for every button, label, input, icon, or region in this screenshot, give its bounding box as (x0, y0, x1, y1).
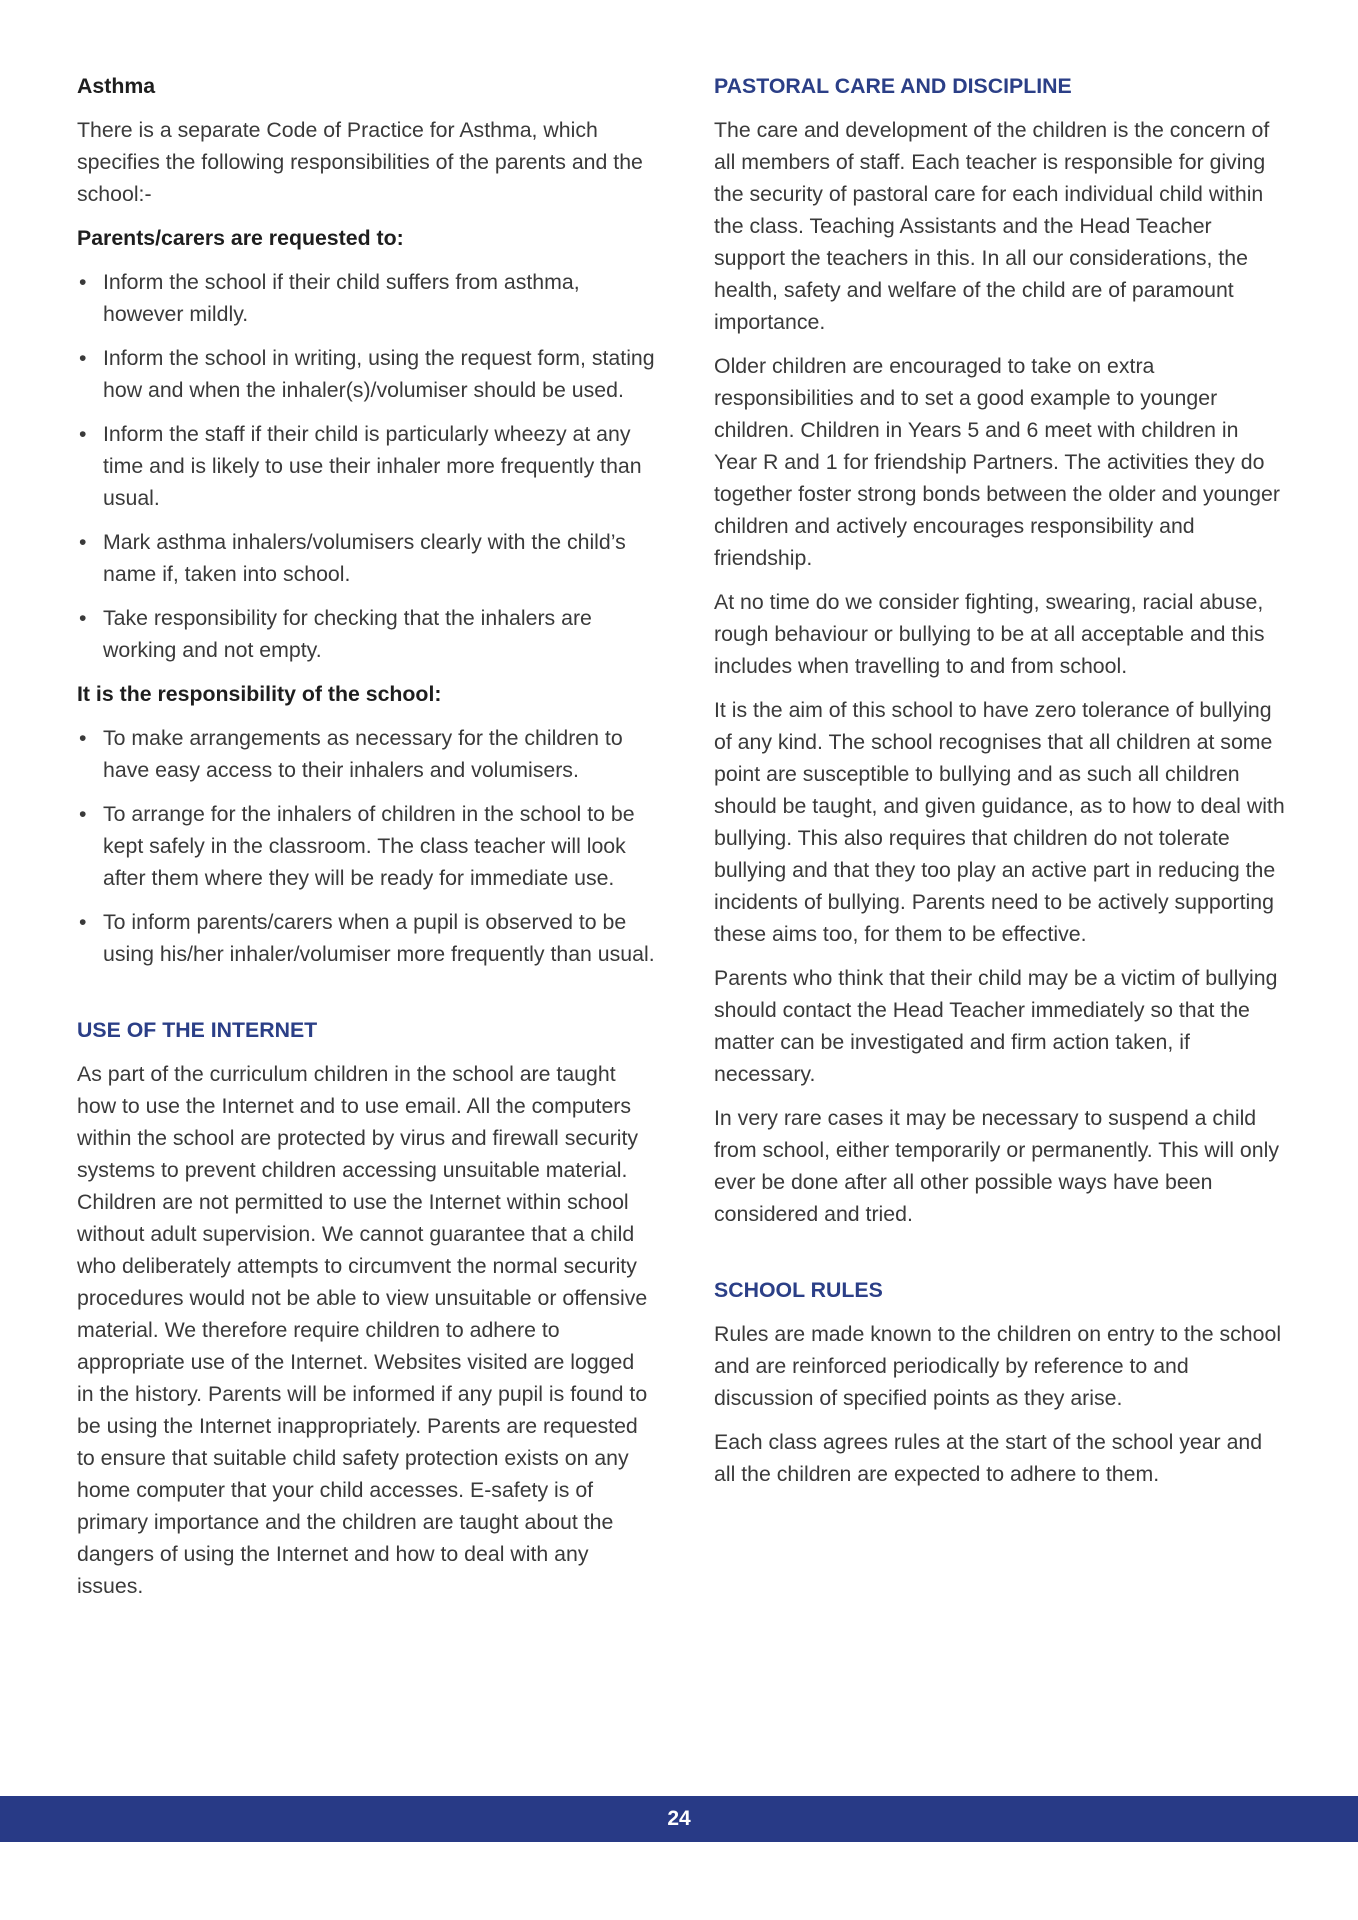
bullet-icon: • (79, 270, 87, 294)
list-item-text: Inform the school in writing, using the request form, stating how and when the inhaler(s)/volumiser should be used. (103, 346, 655, 402)
pastoral-paragraph: In very rare cases it may be necessary to suspend a child from school, either temporarily or permanently. This will only ever be done after all other possible ways have been considered and tried. (714, 1106, 1279, 1226)
pastoral-paragraph: It is the aim of this school to have zero tolerance of bullying of any kind. The school recognises that all children at some point are susceptible to bullying and as such all children should be taught, and given guidance, as to how to deal with bullying. This also requires that children do not tolerate bullying and that they too play an active part in reducing the incidents of bullying. Parents need to be actively supporting these aims too, for them to be effective. (714, 698, 1285, 946)
parents-list (77, 266, 655, 666)
list-item (77, 526, 655, 590)
asthma-intro: There is a separate Code of Practice for Asthma, which specifies the following responsibilities of the parents and the school:- (77, 118, 643, 206)
parents-heading: Parents/carers are requested to: (77, 226, 404, 250)
pastoral-paragraph: The care and development of the children is the concern of all members of staff. Each teacher is responsible for giving the security of pastoral care for each individual child within the class. Teaching Assistants and the Head Teacher support the teachers in this. In all our considerations, the health, safety and welfare of the child are of paramount importance. (714, 118, 1270, 334)
bullet-icon: • (79, 802, 87, 826)
pastoral-paragraph: At no time do we consider fighting, swearing, racial abuse, rough behaviour or bullying to be at all acceptable and this includes when travelling to and from school. (714, 590, 1265, 678)
list-item-text: To make arrangements as necessary for the children to have easy access to their inhalers and volumisers. (103, 726, 623, 782)
list-item-text: Take responsibility for checking that the inhalers are working and not empty. (103, 606, 592, 662)
list-item-text: Inform the staff if their child is particularly wheezy at any time and is likely to use their inhaler more frequently than usual. (103, 422, 642, 510)
list-item (77, 798, 655, 894)
asthma-heading: Asthma (77, 74, 156, 98)
school-rules-paragraph: Rules are made known to the children on entry to the school and are reinforced periodically by reference to and discussion of specified points as they arise. (714, 1322, 1282, 1410)
footer-bar (0, 1796, 1358, 1842)
left-column (77, 70, 655, 1614)
bullet-icon: • (79, 726, 87, 750)
list-item-text: To inform parents/carers when a pupil is observed to be using his/her inhaler/volumiser more frequently than usual. (103, 910, 655, 966)
list-item (77, 602, 655, 666)
list-item (77, 342, 655, 406)
internet-body: As part of the curriculum children in the school are taught how to use the Internet and to use email. All the computers within the school are protected by virus and firewall security systems to prevent children accessing unsuitable material. Children are not permitted to use the Internet within school without adult supervision. We cannot guarantee that a child who deliberately attempts to circumvent the normal security procedures would not be able to view unsuitable or offensive material. We therefore require children to adhere to appropriate use of the Internet. Websites visited are logged in the history. Parents will be informed if any pupil is found to be using the Internet inappropriately. Parents are requested to ensure that suitable child safety protection exists on any home computer that your child accesses. E-safety is of primary importance and the children are taught about the dangers of using the Internet and how to deal with any issues. (77, 1062, 648, 1598)
bullet-icon: • (79, 530, 87, 554)
list-item-text: Mark asthma inhalers/volumisers clearly with the child’s name if, taken into school. (103, 530, 626, 586)
school-responsibility-list (77, 722, 655, 970)
bullet-icon: • (79, 346, 87, 370)
list-item (77, 906, 655, 970)
bullet-icon: • (79, 422, 87, 446)
pastoral-paragraph: Older children are encouraged to take on extra responsibilities and to set a good example to younger children. Children in Years 5 and 6 meet with children in Year R and 1 for friendship Partners. The activities they do together foster strong bonds between the older and younger children and actively encourages responsibility and friendship. (714, 354, 1280, 570)
list-item (77, 266, 655, 330)
school-rules-paragraph: Each class agrees rules at the start of the school year and all the children are expected to adhere to them. (714, 1430, 1263, 1486)
school-responsibility-heading: It is the responsibility of the school: (77, 682, 442, 706)
list-item-text: To arrange for the inhalers of children in the school to be kept safely in the classroom. The class teacher will look after them where they will be ready for immediate use. (103, 802, 635, 890)
pastoral-paragraph: Parents who think that their child may be a victim of bullying should contact the Head Teacher immediately so that the matter can be investigated and firm action taken, if necessary. (714, 966, 1278, 1086)
section-spacer (714, 1242, 1286, 1274)
page-number: 24 (667, 1807, 691, 1830)
school-rules-heading: SCHOOL RULES (714, 1278, 883, 1302)
bullet-icon: • (79, 910, 87, 934)
section-spacer (77, 982, 655, 1014)
list-item-text: Inform the school if their child suffers from asthma, however mildly. (103, 270, 580, 326)
pastoral-heading: PASTORAL CARE AND DISCIPLINE (714, 74, 1072, 98)
list-item (77, 722, 655, 786)
right-column (714, 70, 1286, 1502)
bullet-icon: • (79, 606, 87, 630)
internet-heading: USE OF THE INTERNET (77, 1018, 318, 1042)
list-item (77, 418, 655, 514)
